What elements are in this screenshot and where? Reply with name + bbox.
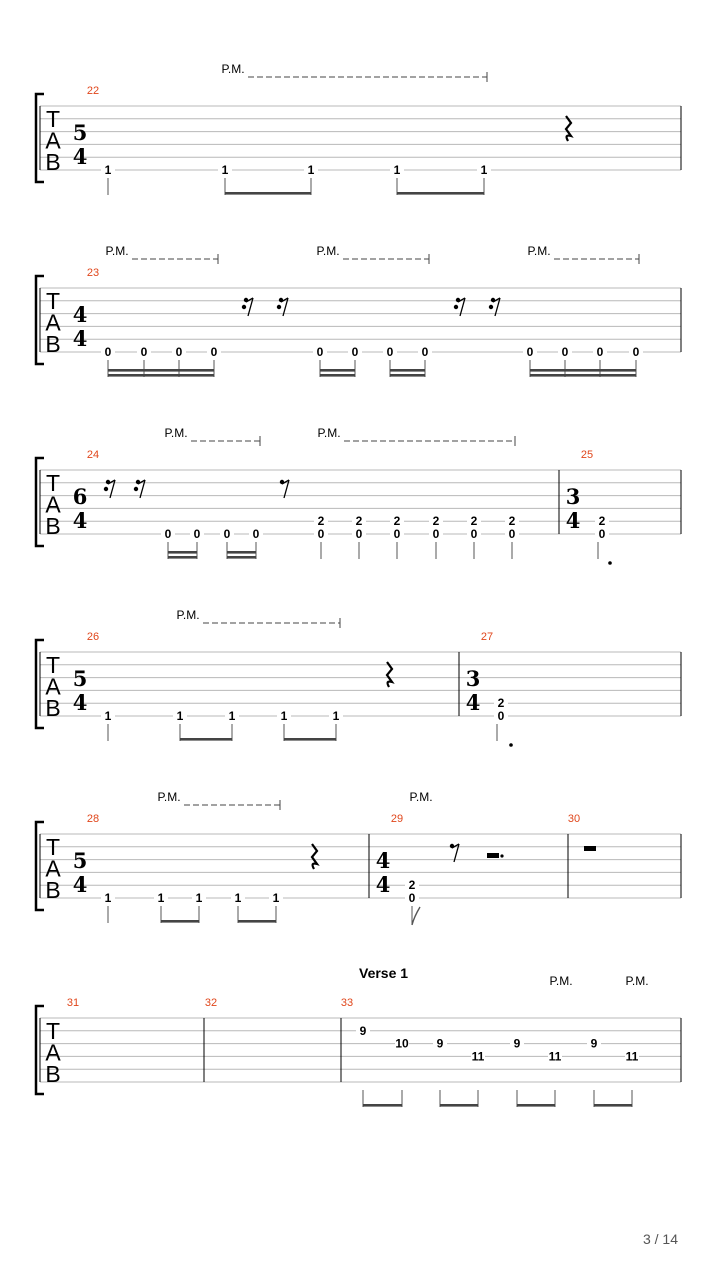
palm-mute-label: P.M.	[221, 62, 245, 76]
tab-system	[36, 618, 681, 747]
bar-number: 33	[340, 997, 354, 1009]
fret-number: 1	[234, 891, 242, 905]
fret-number: 2	[470, 514, 478, 529]
section-label-verse-1: Verse 1	[359, 965, 409, 981]
bar-number: 23	[86, 267, 100, 279]
fret-number: 11	[625, 1049, 639, 1064]
fret-number: 0	[526, 345, 534, 359]
fret-number: 2	[317, 514, 325, 529]
fret-number: 10	[395, 1036, 409, 1051]
fret-number: 0	[497, 709, 505, 723]
tab-clef-letter: T	[45, 106, 61, 132]
tab-clef-letter: T	[45, 288, 61, 314]
time-signature-bottom: 4	[565, 508, 581, 533]
note-beam	[363, 1104, 402, 1107]
note-beam	[440, 1104, 478, 1107]
tab-system	[36, 1006, 681, 1107]
tab-clef-letter: B	[45, 695, 61, 721]
note-beam	[238, 920, 276, 923]
fret-number: 0	[508, 527, 516, 541]
fret-number: 0	[355, 527, 363, 541]
tab-clef-letter: T	[45, 1018, 61, 1044]
note-beam	[168, 551, 197, 554]
page-indicator: 3 / 14	[642, 1231, 678, 1247]
bar-number: 30	[567, 813, 581, 825]
sixteenth-rest-dot	[134, 487, 138, 491]
sixteenth-rest-dot	[489, 305, 493, 309]
tab-clef-letter: B	[45, 331, 61, 357]
bar-number: 27	[480, 631, 494, 643]
note-beam	[180, 738, 232, 741]
fret-number: 0	[386, 345, 394, 359]
fret-number: 0	[632, 345, 640, 359]
time-signature-bottom: 4	[465, 690, 481, 715]
note-beam	[320, 369, 355, 372]
whole-rest	[584, 846, 596, 851]
time-signature-top: 5	[72, 848, 88, 873]
bar-number: 28	[86, 813, 100, 825]
time-signature-top: 5	[72, 666, 88, 691]
time-signature-top: 4	[72, 302, 88, 327]
palm-mute-label: P.M.	[176, 608, 200, 622]
time-signature-top: 4	[375, 848, 391, 873]
fret-number: 2	[355, 514, 363, 529]
note-flag	[412, 907, 420, 925]
note-beam	[530, 374, 636, 377]
fret-number: 0	[252, 527, 260, 541]
tab-clef-letter: B	[45, 1061, 61, 1087]
fret-number: 2	[408, 878, 416, 893]
tab-clef-letter: B	[45, 149, 61, 175]
bar-number: 24	[86, 449, 100, 461]
note-beam	[168, 556, 197, 559]
fret-number: 0	[432, 527, 440, 541]
time-signature-bottom: 4	[72, 326, 88, 351]
tab-clef-letter: T	[45, 834, 61, 860]
fret-number: 0	[598, 527, 606, 541]
fret-number: 0	[421, 345, 429, 359]
sixteenth-rest-dot	[104, 487, 108, 491]
fret-number: 2	[508, 514, 516, 529]
fret-number: 9	[436, 1036, 444, 1051]
palm-mute-label: P.M.	[317, 426, 341, 440]
fret-number: 1	[272, 891, 280, 905]
time-signature-bottom: 4	[72, 144, 88, 169]
palm-mute-label: P.M.	[527, 244, 551, 258]
fret-number: 0	[470, 527, 478, 541]
fret-number: 0	[351, 345, 359, 359]
tab-clef-letter: T	[45, 652, 61, 678]
palm-mute-label: P.M.	[164, 426, 188, 440]
fret-number: 9	[590, 1036, 598, 1051]
fret-number: 0	[317, 527, 325, 541]
note-beam	[161, 920, 199, 923]
fret-number: 1	[176, 709, 184, 723]
time-signature-top: 6	[72, 484, 88, 509]
fret-number: 9	[513, 1036, 521, 1051]
note-beam	[225, 192, 311, 195]
fret-number: 0	[223, 527, 231, 541]
fret-number: 1	[307, 163, 315, 177]
fret-number: 9	[359, 1023, 367, 1038]
fret-number: 0	[408, 891, 416, 905]
fret-number: 0	[316, 345, 324, 359]
fret-number: 1	[228, 709, 236, 723]
time-signature-bottom: 4	[72, 690, 88, 715]
fret-number: 2	[393, 514, 401, 529]
bar-number: 22	[86, 85, 100, 97]
note-beam	[284, 738, 336, 741]
quarter-rest	[312, 844, 317, 869]
fret-number: 1	[104, 709, 112, 723]
bar-number: 29	[390, 813, 404, 825]
quarter-rest	[566, 116, 571, 141]
augmentation-dot	[509, 743, 513, 747]
tab-clef-letter: A	[45, 1039, 61, 1066]
sixteenth-rest-dot	[277, 305, 281, 309]
time-signature-top: 3	[465, 666, 481, 691]
fret-number: 0	[140, 345, 148, 359]
fret-number: 0	[596, 345, 604, 359]
tab-system	[36, 800, 681, 925]
time-signature-bottom: 4	[375, 872, 391, 897]
fret-number: 0	[193, 527, 201, 541]
note-beam	[390, 369, 425, 372]
fret-number: 1	[480, 163, 488, 177]
tab-clef-letter: A	[45, 309, 61, 336]
note-beam	[517, 1104, 555, 1107]
fret-number: 11	[548, 1049, 562, 1064]
note-beam	[227, 551, 256, 554]
fret-number: 0	[393, 527, 401, 541]
quarter-rest	[387, 662, 392, 687]
note-beam	[320, 374, 355, 377]
palm-mute-label: P.M.	[316, 244, 340, 258]
fret-number: 0	[210, 345, 218, 359]
tab-system	[36, 254, 681, 377]
note-beam	[390, 374, 425, 377]
palm-mute-label: P.M.	[549, 974, 573, 988]
palm-mute-label: P.M.	[105, 244, 129, 258]
fret-number: 1	[280, 709, 288, 723]
augmentation-dot	[608, 561, 612, 565]
fret-number: 2	[497, 696, 505, 711]
palm-mute-label: P.M.	[409, 790, 433, 804]
tab-clef-letter: B	[45, 877, 61, 903]
time-signature-top: 5	[72, 120, 88, 145]
bar-number: 25	[580, 449, 594, 461]
tab-clef-letter: B	[45, 513, 61, 539]
tab-clef-letter: A	[45, 673, 61, 700]
sixteenth-rest-dot	[242, 305, 246, 309]
fret-number: 2	[432, 514, 440, 529]
fret-number: 1	[104, 163, 112, 177]
tab-clef-letter: A	[45, 855, 61, 882]
palm-mute-label: P.M.	[625, 974, 649, 988]
fret-number: 1	[157, 891, 165, 905]
note-beam	[530, 369, 636, 372]
fret-number: 0	[104, 345, 112, 359]
tab-clef-letter: T	[45, 470, 61, 496]
sixteenth-rest-dot	[454, 305, 458, 309]
fret-number: 1	[221, 163, 229, 177]
note-beam	[108, 374, 214, 377]
palm-mute-label: P.M.	[157, 790, 181, 804]
bar-number: 31	[66, 997, 80, 1009]
fret-number: 1	[104, 891, 112, 905]
fret-number: 0	[175, 345, 183, 359]
tab-clef-letter: A	[45, 127, 61, 154]
fret-number: 11	[471, 1049, 485, 1064]
fret-number: 0	[561, 345, 569, 359]
time-signature-bottom: 4	[72, 872, 88, 897]
note-beam	[397, 192, 484, 195]
tab-system	[36, 72, 681, 195]
fret-number: 1	[195, 891, 203, 905]
time-signature-top: 3	[565, 484, 581, 509]
augmentation-dot	[500, 854, 503, 857]
note-beam	[108, 369, 214, 372]
fret-number: 1	[332, 709, 340, 723]
bar-number: 32	[204, 997, 218, 1009]
dotted-half-rest	[487, 853, 499, 858]
note-beam	[227, 556, 256, 559]
fret-number: 0	[164, 527, 172, 541]
fret-number: 1	[393, 163, 401, 177]
note-beam	[594, 1104, 632, 1107]
fret-number: 2	[598, 514, 606, 529]
bar-number: 26	[86, 631, 100, 643]
time-signature-bottom: 4	[72, 508, 88, 533]
tab-clef-letter: A	[45, 491, 61, 518]
